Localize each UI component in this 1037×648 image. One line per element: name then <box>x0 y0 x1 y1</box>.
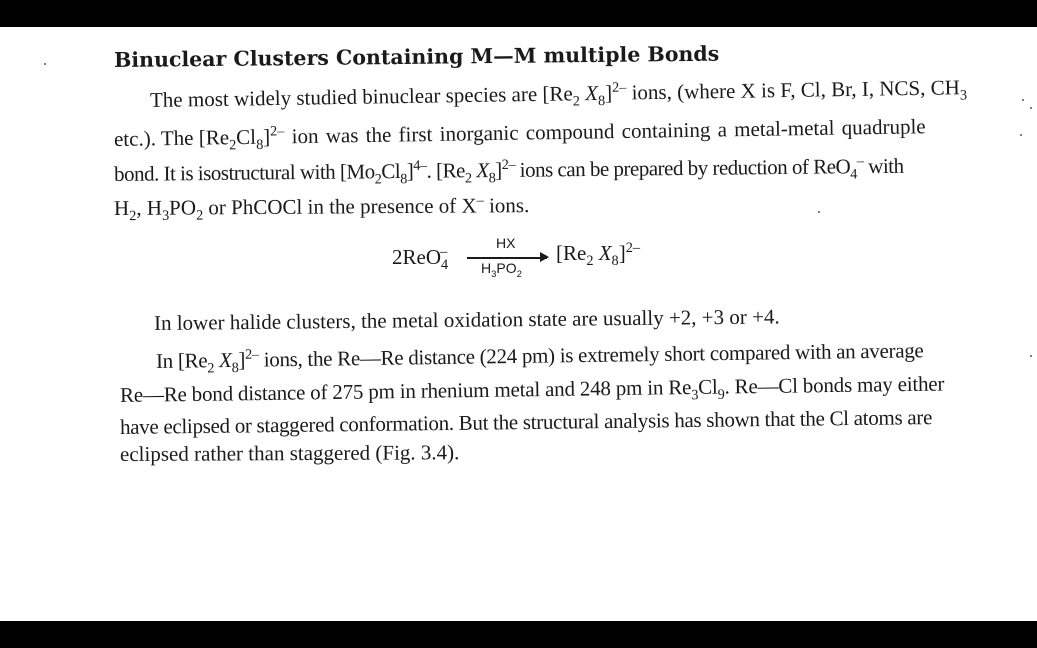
equation-reactant: 2ReO$_4$– <box>392 244 449 274</box>
scan-speck <box>44 63 46 65</box>
reaction-arrow <box>467 257 547 259</box>
paragraph-1-line-2: etc.). The $[Re_2Cl_8]^{2-}$ ion was the first inorganic compound containing a metal-metal quadruple <box>113 114 926 154</box>
paragraph-3-line-2: Re—Re bond distance of 275 pm in rhenium metal and 248 pm in $Re_3Cl_9$. Re—Cl bonds may either <box>119 371 945 407</box>
equation-reagent-below-arrow: $H_3PO_2$ <box>481 260 522 280</box>
paragraph-3-line-4: eclipsed rather than staggered (Fig. 3.4). <box>119 440 460 466</box>
paragraph-1-line-4: $H_2$, $H_3PO_2$ or PhCOCl in the presence of X– ions. <box>113 192 530 225</box>
equation-product: [$Re_2$ $X_8]^{2-}$ <box>556 240 640 270</box>
paragraph-3-line-3: have eclipsed or staggered conformation. But the structural analysis has shown that the Cl atoms are <box>119 405 933 439</box>
paragraph-2: In lower halide clusters, the metal oxidation state are usually +2, +3 or +4. <box>153 304 780 335</box>
paragraph-3-line-1: In [$Re_2$ $X_8]^{2-}$ ions, the Re—Re distance (224 pm) is extremely short compared with an average <box>155 338 924 377</box>
paragraph-1-line-3: bond. It is isostructural with $[Mo_2Cl_8]^{4-}$. [$Re_2$ $X_8]^{2-}$ ions can be prepared by reduction of ReO$_4$– with <box>113 153 904 188</box>
section-heading: Binuclear Clusters Containing M—M multiple Bonds <box>113 41 720 72</box>
scan-speck <box>1030 107 1032 109</box>
scan-speck <box>1022 99 1024 101</box>
scan-speck <box>1020 134 1022 136</box>
paragraph-1-line-1: The most widely studied binuclear species are [$Re_2$ $X_8]^{2-}$ ions, (where X is F, Cl, Br, I, NCS, $CH_3$ <box>149 75 968 112</box>
document-page <box>0 27 1037 621</box>
equation-reagent-above-arrow: HX <box>496 235 516 251</box>
scan-speck <box>818 211 820 213</box>
scan-speck <box>1030 355 1032 357</box>
